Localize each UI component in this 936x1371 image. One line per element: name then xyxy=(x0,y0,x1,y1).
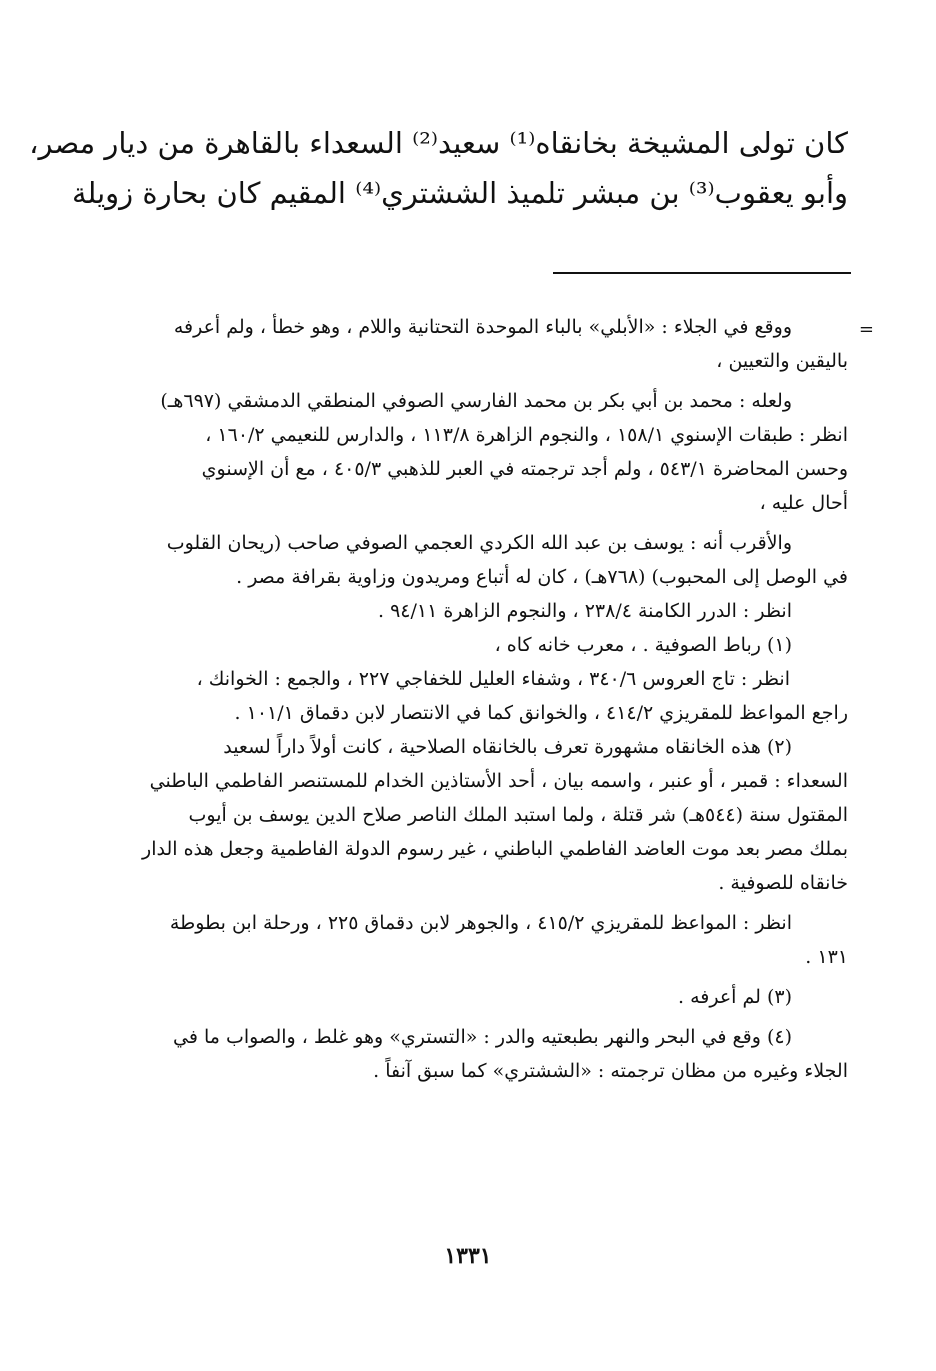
footnote-line: ووقع في الجلاء : «الأبلي» بالباء الموحدة التحتانية واللام ، وهو خطأ ، ولم أعرفه xyxy=(173,316,792,338)
footnote-line: باليقين والتعيين ، xyxy=(716,350,848,372)
footnote-1-line: انظر : تاج العروس ٣٤٠/٦ ، وشفاء العليل للخفاجي ٢٢٧ ، والجمع : الخوانك ، xyxy=(196,668,790,690)
footnote-2-line: خانقاه للصوفية . xyxy=(718,872,848,894)
footnote-line: أحال عليه ، xyxy=(759,492,848,514)
footnote-3-line: (٣) لم أعرفه . xyxy=(677,986,792,1008)
footnote-line: والأقرب أنه : يوسف بن عبد الله الكردي العجمي الصوفي صاحب (ريحان القلوب xyxy=(166,532,792,554)
main-text-line: وأبو يعقوب⁽³⁾ بن مبشر تلميذ الششتري⁽⁴⁾ المقيم كان بحارة زويلة xyxy=(71,176,848,210)
footnote-2-refs-line: ١٣١ . xyxy=(805,946,848,968)
footnote-2-refs-line: انظر : المواعظ للمقريزي ٤١٥/٢ ، والجوهر لابن دقماق ٢٢٥ ، ورحلة ابن بطوطة xyxy=(169,912,792,934)
footnote-2-line: بملك مصر بعد موت العاضد الفاطمي الباطني ، غير رسوم الدولة الفاطمية وجعل هذه الدار xyxy=(142,838,848,860)
footnote-4-line: (٤) وقع في البحر والنهر بطبعتيه والدر : «التستري» وهو غلط ، والصواب ما في xyxy=(173,1026,792,1048)
footnote-line: في الوصل إلى المحبوب) (٧٦٨هـ) ، كان له أتباع ومريدون وزاوية بقرافة مصر . xyxy=(236,566,848,588)
main-text-block xyxy=(29,118,848,218)
footnote-line: ولعله : محمد بن أبي بكر بن محمد الفارسي الصوفي المنطقي الدمشقي (٦٩٧هـ) xyxy=(160,390,792,412)
footnote-separator xyxy=(553,272,851,274)
footnote-2-line: (٢) هذه الخانقاه مشهورة تعرف بالخانقاه الصلاحية ، كانت أولاً داراً لسعيد xyxy=(223,736,792,758)
footnote-line: انظر : الدرر الكامنة ٢٣٨/٤ ، والنجوم الزاهرة ٩٤/١١ . xyxy=(377,600,792,622)
main-text-line: كان تولى المشيخة بخانقاه⁽¹⁾ سعيد⁽²⁾ السعداء بالقاهرة من ديار مصر، xyxy=(29,126,848,160)
footnote-4-line: الجلاء وغيره من مظان ترجمته : «الششتري» كما سبق آنفاً . xyxy=(373,1060,848,1082)
footnote-2-line: السعداء : قمبر ، أو عنبر ، واسمه بيان ، أحد الأستاذين الخدام للمستنصر الفاطمي الباطني xyxy=(149,770,848,792)
page-number: ١٣٣١ xyxy=(444,1243,492,1269)
footnote-2-line: المقتول سنة (٥٤٤هـ) شر قتلة ، ولما استبد الملك الناصر صلاح الدين يوسف بن أيوب xyxy=(188,804,848,826)
footnote-line: وحسن المحاضرة ٥٤٣/١ ، ولم أجد ترجمته في العبر للذهبي ٤٠٥/٣ ، مع أن الإسنوي xyxy=(201,458,848,480)
footnote-1-line: راجع المواعظ للمقريزي ٤١٤/٢ ، والخوانق كما في الانتصار لابن دقماق ١٠١/١ . xyxy=(234,702,848,724)
footnotes-block xyxy=(128,310,848,1088)
footnote-1-line: (١) رباط الصوفية . ، معرب خانه كاه ، xyxy=(494,634,792,656)
continuation-mark: = xyxy=(858,319,874,340)
footnote-line: انظر : طبقات الإسنوي ١٥٨/١ ، والنجوم الزاهرة ١١٣/٨ ، والدارس للنعيمي ١٦٠/٢ ، xyxy=(205,424,848,446)
